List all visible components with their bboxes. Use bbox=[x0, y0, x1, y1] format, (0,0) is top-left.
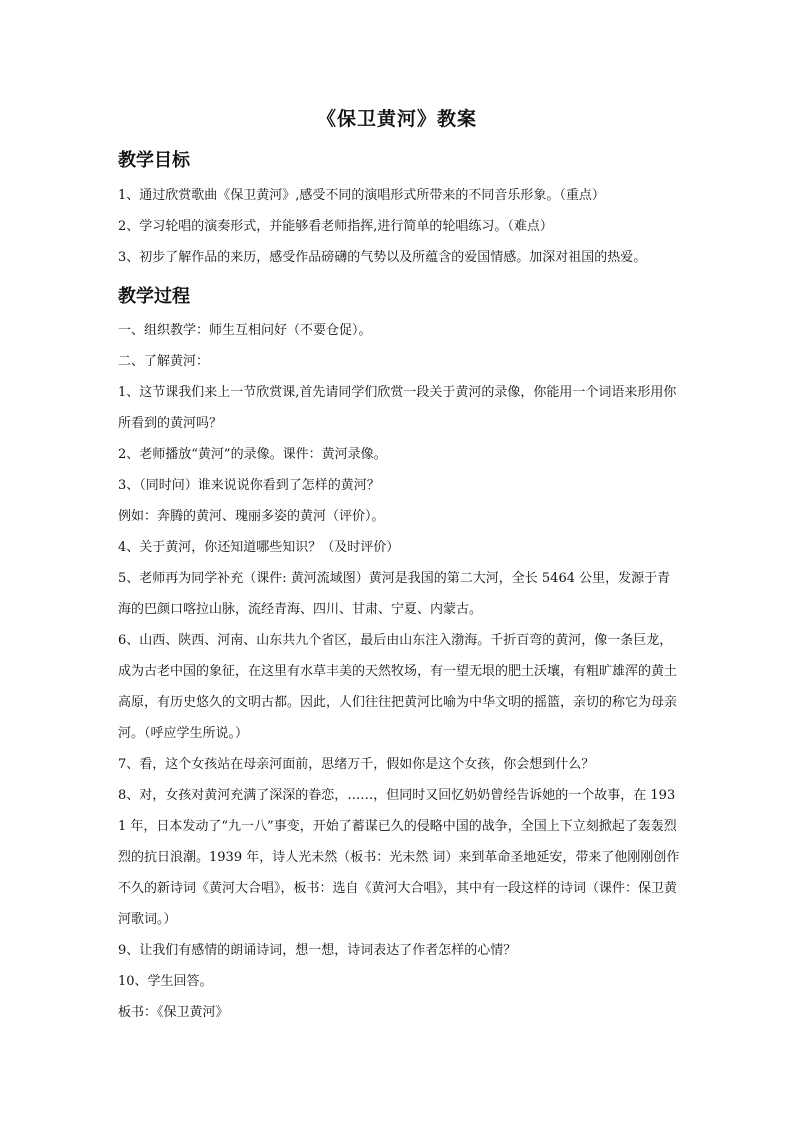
document-title: 《保卫黄河》教案 bbox=[316, 108, 477, 130]
process-paragraph: 1、这节课我们来上一节欣赏课,首先请同学们欣赏一段关于黄河的录像，你能用一个词语来形用你所看到的黄河吗？ bbox=[118, 385, 677, 431]
objectives-heading: 教学目标 bbox=[118, 150, 190, 171]
process-paragraph: 6、山西、陕西、河南、山东共九个省区，最后由山东注入渤海。千折百弯的黄河，像一条巨龙，成为古老中国的象征，在这里有水草丰美的天然牧场，有一望无垠的肥土沃壤，有粗旷雄浑的黄土高原，有历史悠久的文明古都。因此，人们往往把黄河比喻为中华文明的摇篮，亲切的称它为母亲河。（呼应学生所说。） bbox=[118, 633, 678, 741]
process-paragraph: 3、（同时问）谁来说说你看到了怎样的黄河？ bbox=[118, 478, 380, 493]
process-paragraph: 7、看，这个女孩站在母亲河面前，思绪万千，假如你是这个女孩，你会想到什么？ bbox=[118, 757, 595, 772]
process-heading: 教学过程 bbox=[118, 286, 190, 307]
process-paragraph: 2、老师播放“黄河”的录像。课件：黄河录像。 bbox=[118, 447, 387, 462]
objective-item: 1、通过欣赏歌曲《保卫黄河》,感受不同的演唱形式所带来的不同音乐形象。（重点） bbox=[118, 188, 605, 203]
objectives-list bbox=[118, 180, 680, 273]
process-paragraph: 二、了解黄河： bbox=[118, 354, 210, 369]
process-paragraph: 10、学生回答。 bbox=[118, 974, 213, 989]
process-paragraph: 一、组织教学：师生互相问好（不要仓促）。 bbox=[118, 323, 372, 338]
objective-item: 3、初步了解作品的来历，感受作品磅礴的气势以及所蕴含的爱国情感。加深对祖国的热爱。 bbox=[118, 250, 647, 265]
process-paragraph: 9、让我们有感情的朗诵诗词，想一想，诗词表达了作者怎样的心情？ bbox=[118, 943, 517, 958]
process-paragraph: 板书：《保卫黄河》 bbox=[118, 1005, 229, 1020]
process-body bbox=[118, 315, 680, 1028]
process-paragraph: 8、对，女孩对黄河充满了深深的眷恋，……，但同时又回忆奶奶曾经告诉她的一个故事，在 1931 年，日本发动了“九一八”事变，开始了蓄谋已久的侵略中国的战争，全国上下立刻掀起了轰轰烈烈的抗日浪潮。1939 年，诗人光未然（板书：光未然 词）来到革命圣地延安，带来了他刚刚创作不久的新诗词《黄河大合唱》，板书：选自《黄河大合唱》，其中有一段这样的诗词（课件：保卫黄河歌词。） bbox=[118, 788, 680, 927]
process-paragraph: 5、老师再为同学补充（课件: 黄河流域图）黄河是我国的第二大河，全长 5464 公里，发源于青海的巴颜口喀拉山脉，流经青海、四川、甘肃、宁夏、内蒙古。 bbox=[118, 571, 671, 617]
objective-item: 2、学习轮唱的演奏形式，并能够看老师指挥,进行简单的轮唱练习。（难点） bbox=[118, 219, 553, 234]
process-paragraph: 例如：奔腾的黄河、瑰丽多姿的黄河（评价）。 bbox=[118, 509, 385, 524]
process-paragraph: 4、关于黄河，你还知道哪些知识？（及时评价） bbox=[118, 540, 400, 555]
